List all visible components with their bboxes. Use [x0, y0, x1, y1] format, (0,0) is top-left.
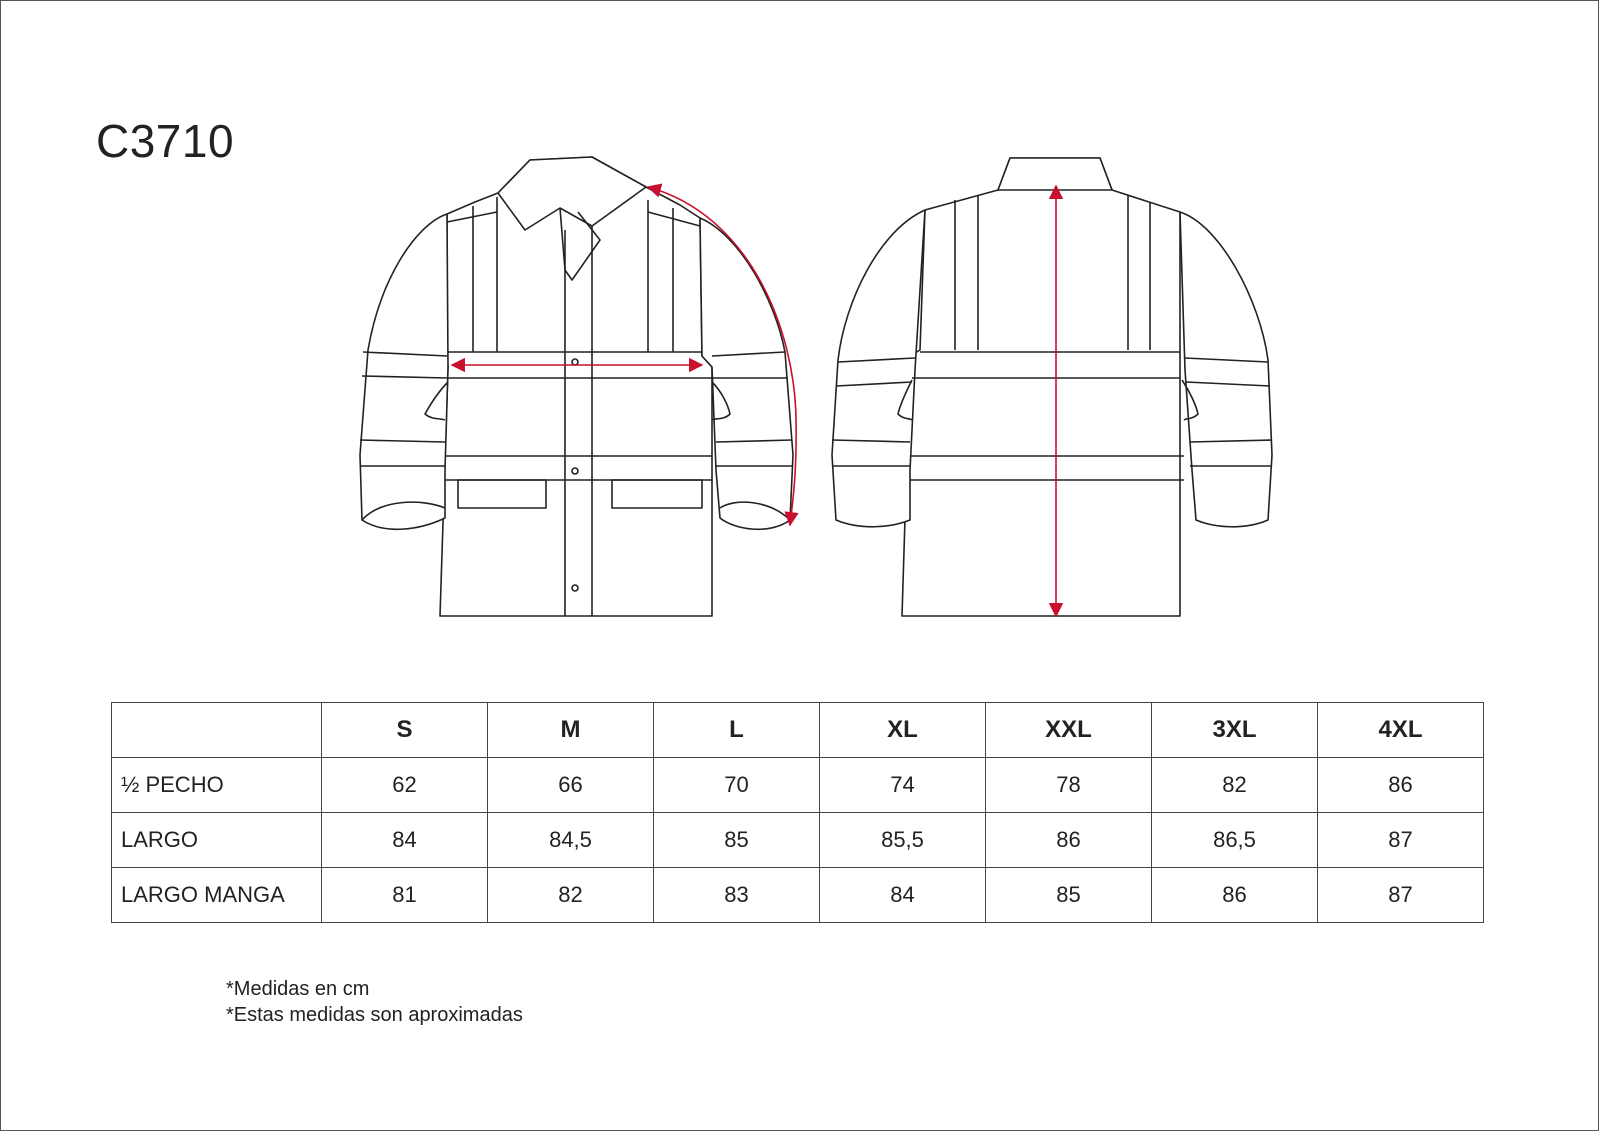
measurement-notes [226, 976, 523, 1028]
table-cell: 78 [986, 758, 1152, 813]
jacket-front-view [360, 157, 793, 616]
size-header: 3XL [1152, 703, 1318, 758]
table-cell: 66 [488, 758, 654, 813]
corner-cell [112, 703, 322, 758]
back-collar [998, 158, 1112, 190]
table-cell: 87 [1318, 813, 1484, 868]
size-header: M [488, 703, 654, 758]
size-header: XL [820, 703, 986, 758]
table-cell: 85,5 [820, 813, 986, 868]
table-cell: 86 [1152, 868, 1318, 923]
table-cell: 86 [1318, 758, 1484, 813]
table-row [112, 813, 1484, 868]
table-cell: 74 [820, 758, 986, 813]
back-right-sleeve [1180, 212, 1272, 527]
size-chart-table [111, 702, 1484, 923]
table-cell: 70 [654, 758, 820, 813]
table-row [112, 868, 1484, 923]
back-body-outline [902, 158, 1180, 616]
table-cell: 82 [488, 868, 654, 923]
front-body-outline [440, 157, 712, 616]
size-header: L [654, 703, 820, 758]
jacket-back-view [832, 158, 1272, 616]
table-cell: 86,5 [1152, 813, 1318, 868]
product-code: C3710 [96, 115, 235, 167]
size-header: XXL [986, 703, 1152, 758]
table-cell: 87 [1318, 868, 1484, 923]
size-header-row [112, 703, 1484, 758]
row-label: LARGO [112, 813, 322, 868]
front-right-sleeve [700, 218, 793, 529]
table-row [112, 758, 1484, 813]
table-cell: 62 [322, 758, 488, 813]
size-header: 4XL [1318, 703, 1484, 758]
table-cell: 82 [1152, 758, 1318, 813]
approx-note: *Estas medidas son aproximadas [226, 1004, 523, 1026]
table-cell: 85 [654, 813, 820, 868]
table-cell: 85 [986, 868, 1152, 923]
table-cell: 83 [654, 868, 820, 923]
table-cell: 84 [322, 813, 488, 868]
size-header: S [322, 703, 488, 758]
front-left-sleeve [360, 214, 448, 529]
table-cell: 81 [322, 868, 488, 923]
table-cell: 86 [986, 813, 1152, 868]
table-cell: 84,5 [488, 813, 654, 868]
row-label: ½ PECHO [112, 758, 322, 813]
units-note: *Medidas en cm [226, 978, 370, 1000]
row-label: LARGO MANGA [112, 868, 322, 923]
table-cell: 84 [820, 868, 986, 923]
